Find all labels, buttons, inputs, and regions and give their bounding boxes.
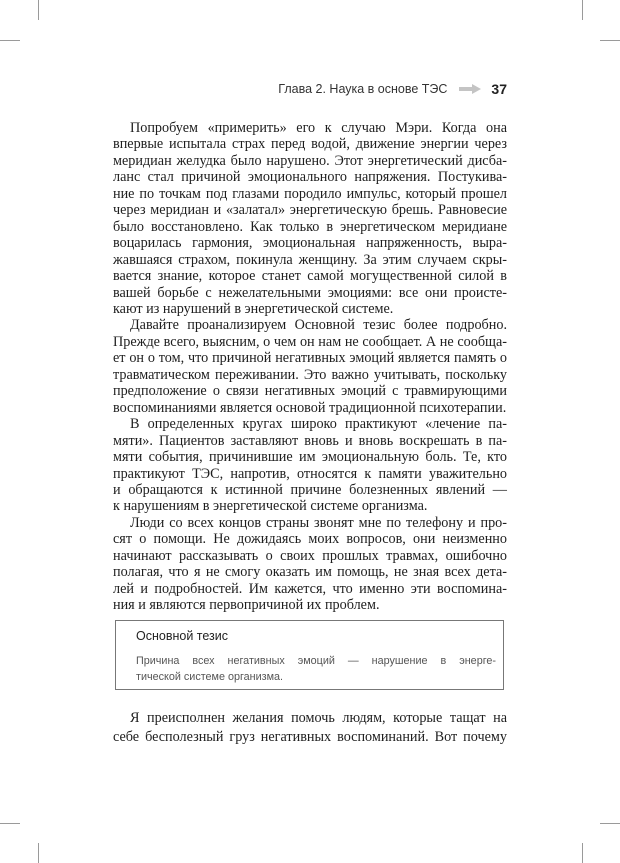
chapter-title: Глава 2. Наука в основе ТЭС bbox=[278, 82, 448, 96]
paragraph bbox=[113, 709, 507, 747]
paragraph bbox=[113, 515, 507, 614]
text-line: впервые испытала страх перед водой, движение энергии через bbox=[113, 136, 507, 153]
body-text bbox=[113, 120, 507, 614]
crop-mark bbox=[38, 843, 39, 863]
text-line: лей и подробностей. Им кажется, что именно эти воспомина- bbox=[113, 580, 507, 597]
text-line: Попробуем «примерить» его к случаю Мэри. Когда она bbox=[130, 120, 507, 136]
paragraph bbox=[113, 416, 507, 515]
text-line: меридиан желудка было нарушено. Этот энергетический дисба- bbox=[113, 152, 507, 169]
text-line: ет он о том, что причиной негативных эмоций является память о bbox=[113, 350, 507, 367]
text-line: мяти». Пациентов заставляют вновь и вновь воскрешать в па- bbox=[113, 432, 507, 449]
text-line: Я преисполнен желания помочь людям, которые тащат на bbox=[130, 710, 507, 726]
text-line: было восстановлено. Как только в энергетическом меридиане bbox=[113, 218, 507, 235]
thesis-line: тической системе организма. bbox=[136, 671, 284, 683]
text-line: полагая, что я не смогу оказать им помощь, не зная всех дета- bbox=[113, 564, 507, 581]
text-line: кают из нарушений в энергетической системе. bbox=[113, 300, 394, 317]
text-line: воспоминаниями является основой традиционной психотерапии. bbox=[113, 399, 507, 416]
text-line: травматическом переживании. Это важно учитывать, поскольку bbox=[113, 366, 507, 383]
crop-mark bbox=[600, 823, 620, 824]
crop-mark bbox=[38, 0, 39, 20]
text-line: В определенных кругах широко практикуют «лечение па- bbox=[130, 416, 507, 433]
thesis-line: Причина всех негативных эмоций — нарушение в энерге- bbox=[136, 655, 496, 667]
text-line: предположение о связи негативных эмоций с травмирующими bbox=[113, 383, 507, 400]
crop-mark bbox=[600, 40, 620, 41]
thesis-title: Основной тезис bbox=[136, 629, 229, 643]
paragraph bbox=[113, 317, 507, 416]
text-line: практикуют ТЭС, напротив, относятся к памяти уважительно bbox=[113, 465, 507, 482]
crop-mark bbox=[0, 823, 20, 824]
text-line: ния и являются первопричиной их проблем. bbox=[113, 597, 380, 614]
text-line: вается знание, которое станет самой могущественной силой в bbox=[113, 268, 507, 285]
text-line: и обращаются к истинной причине болезненных явлений — bbox=[113, 481, 507, 498]
paragraph bbox=[113, 120, 507, 317]
arrow-right-icon bbox=[459, 84, 481, 94]
thesis-body bbox=[136, 653, 496, 685]
text-line: Прежде всего, выясним, о чем он нам не сообщает. А не сообща- bbox=[113, 333, 507, 350]
text-line: воцарилась гармония, эмоциональная напряженность, выра- bbox=[113, 235, 507, 252]
text-line: к нарушениям в энергетической системе организма. bbox=[113, 498, 428, 515]
text-line: через меридиан и «залатал» энергетическую брешь. Равновесие bbox=[113, 202, 507, 219]
text-line: жавшаяся страхом, покинула женщину. За этим случаем скры- bbox=[113, 251, 507, 268]
text-line: мяти события, причинившие им эмоциональную боль. Те, кто bbox=[113, 449, 507, 466]
running-header bbox=[200, 79, 507, 99]
crop-mark bbox=[582, 843, 583, 863]
text-line: себе бесполезный груз негативных воспоминаний. Вот почему bbox=[113, 729, 507, 745]
thesis-box bbox=[115, 620, 504, 690]
crop-mark bbox=[0, 40, 20, 41]
text-line: ние по точкам под глазами породило импульс, который прошел bbox=[113, 185, 507, 202]
text-line: Давайте проанализируем Основной тезис более подробно. bbox=[130, 317, 507, 334]
text-line: сят о помощи. Не дожидаясь моих вопросов, они неизменно bbox=[113, 531, 507, 548]
crop-mark bbox=[582, 0, 583, 20]
text-line: Люди со всех концов страны звонят мне по телефону и про- bbox=[130, 514, 507, 531]
body-text-continued bbox=[113, 709, 507, 747]
text-line: вашей борьбе с нежелательными эмоциями: все они происте- bbox=[113, 284, 507, 301]
text-line: начинают рассказывать о своих прошлых травмах, ошибочно bbox=[113, 547, 507, 564]
page-number: 37 bbox=[491, 81, 507, 97]
text-line: ланс стал причиной эмоционального напряжения. Постукива- bbox=[113, 169, 507, 186]
